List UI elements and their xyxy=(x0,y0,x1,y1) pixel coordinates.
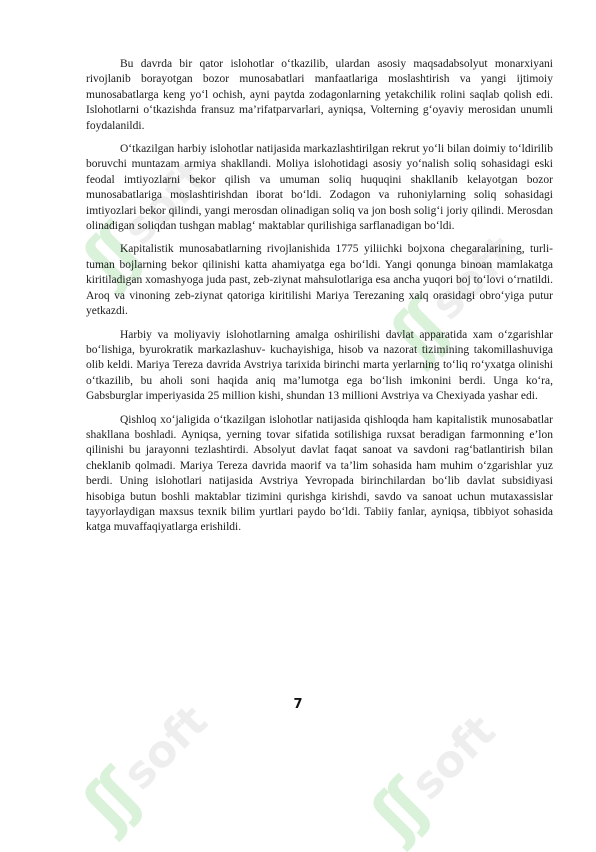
watermark-text: soft xyxy=(400,705,506,810)
watermark-text: soft xyxy=(420,225,526,330)
body-text xyxy=(86,57,553,544)
watermark-mark-icon: ʃʃ xyxy=(378,290,460,373)
paragraph: Kapitalistik munosabatlarning rivojlanishida 1775 yiliichki bojxona chegaralarining, turli-tuman bojlarning bekor qilinishi katta ahamiyatga ega bo‘ldi. Yangi qonunga binoan mamlakatga kiritiladigan xomashyoga juda past, zeb-ziynat mahsulotlariga esa ancha yuqori boj to‘lovi o‘rnatildi. Aroq va vinoning zeb-ziynat qatoriga kiritilishi Mariya Terezaning xalq orasidagi obro‘yiga putur yetkazdi. xyxy=(86,243,553,318)
paragraph: Harbiy va moliyaviy islohotlarning amalga oshirilishi davlat apparatida xam o‘zgarishlar bo‘lishiga, byurokratik markazlashuv- kuchayishiga, hisob va nazorat tizimining takomillashuviga olib keldi. Mariya Tereza davrida Avstriya tarixida birinchi marta yerlarning to‘liq ro‘yxatga olinishi o‘tkazilib, bu aholi soni haqida aniq ma’lumotga ega bo‘lish imkonini berdi. Unga ko‘ra, Gabsburglar imperiyasida 25 million kishi, shundan 13 millioni Avstriya va Chexiyada yashar edi. xyxy=(86,328,553,403)
paragraph: O‘tkazilgan harbiy islohotlar natijasida markazlashtirilgan rekrut yo‘li bilan doimiy to‘ldirilib boruvchi muntazam armiya shakllandi. Moliya islohotidagi asosiy yo‘nalish soliq sohasidagi eski feodal imtiyozlarni bekor qilish va umuman soliq huquqini shakllanib kelayotgan bozor munosabatlariga moslashtirishdan iborat bo‘ldi. Zodagon va ruhoniylarning soliq sohasidagi imtiyozlari bekor qilindi, yangi merosdan olinadigan soliq va jon bosh solig‘i joriy qilindi. Merosdan olinadigan soliqdan tushgan mablag‘ maktablar qurilishiga sarflanadigan bo‘ldi. xyxy=(86,143,553,233)
paragraph: Bu davrda bir qator islohotlar o‘tkazilib, ulardan asosiy maqsadabsolyut monarxiyani rivojlanib borayotgan bozor munosabatlari manfaatlariga moslashtirish va yangi ijtimoiy munosabatlarga keng yo‘l ochish, ayni paytda zodagonlarning yetakchilik rolini saqlab qolish edi. Islohotlarni o‘tkazishda fransuz ma’rifatparvarlari, ayniqsa, Volterning g‘oyaviy merosidan unumli foydalanildi. xyxy=(86,58,553,132)
watermark-logo xyxy=(358,697,513,852)
paragraph: Qishloq xo‘jaligida o‘tkazilgan islohotlar natijasida qishloqda ham kapitalistik munosabatlar shakllana boshladi. Ayniqsa, yerning tovar sifatida sotilishiga ruxsat beradigan farmonning e’lon qilinishi bu jarayonni tezlashtirdi. Absolyut davlat faqat sanoat va savdoni rag‘batlantirish bilan cheklanib qolmadi. Mariya Tereza davrida maorif va ta’lim sohasida ham muhim o‘zgarishlar yuz berdi. Uning islohotlari natijasida Avstriya Yevropada birinchilardan bo‘lib davlat subsidiyasi hisobiga butun boshli maktablar tizimini qurishga kirishdi, savdo va sanoat uchun mutaxassislar tayyorlaydigan maxsus texnik bilim yurtlari paydo bo‘ldi. Tabiiy fanlar, ayniqsa, tibbiyot sohasida katga muvaffaqiyatlarga erishildi. xyxy=(86,413,553,534)
page-number: 7 xyxy=(293,697,303,712)
watermark-mark-icon: ʃʃ xyxy=(70,215,152,298)
watermark-mark-icon: ʃʃ xyxy=(358,770,440,852)
watermark-mark-icon: ʃʃ xyxy=(70,760,152,843)
watermark-text: soft xyxy=(112,695,218,800)
watermark-text: soft xyxy=(112,150,218,255)
